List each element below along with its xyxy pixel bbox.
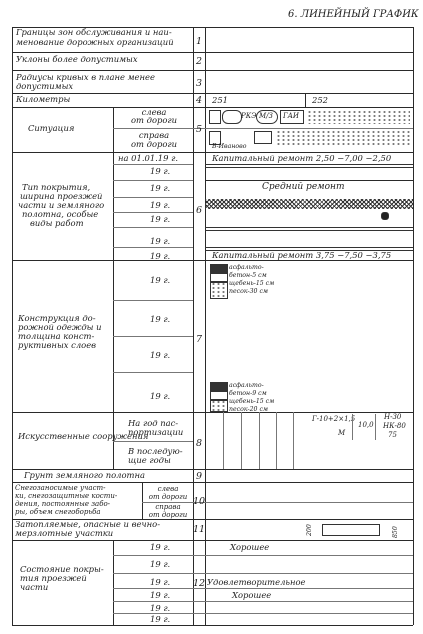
sub-sep <box>113 336 193 337</box>
sub-sep <box>113 372 193 373</box>
sub-sep <box>113 164 193 165</box>
layers2-b: бетон-9 см <box>229 390 267 397</box>
sub-sep <box>113 555 413 556</box>
year-6-4: 19 г. <box>150 214 171 224</box>
pavement-line <box>205 180 413 181</box>
col-divider-num <box>205 27 206 625</box>
struct-mark <box>375 414 376 440</box>
snow-left-b: от дороги <box>148 493 188 501</box>
row-sep <box>12 412 413 413</box>
struct-later-b: щие годы <box>128 455 171 465</box>
km-252: 252 <box>312 95 328 105</box>
year-12-3: 19 г. <box>150 577 171 587</box>
struct-col <box>293 412 294 469</box>
sign-ivanovo: В-Иваново <box>212 143 247 150</box>
struct-later-a: В последую- <box>128 446 183 456</box>
row6-l1: Тип покрытия, <box>22 182 91 192</box>
cond-good-2: Хорошее <box>232 590 272 600</box>
year-12-4: 19 г. <box>150 590 171 600</box>
row7-l4: руктивных слоев <box>18 340 97 350</box>
row6-l3: части и земляного <box>18 200 105 210</box>
row3-label-b: допустимых <box>16 81 74 91</box>
row8-num: 8 <box>195 438 203 449</box>
row-sep <box>12 52 413 53</box>
tree-symbol <box>209 110 221 124</box>
year-7-2: 19 г. <box>150 314 171 324</box>
row3-num: 3 <box>195 78 203 89</box>
row9-label: Грунт земляного полотна <box>24 470 145 480</box>
layer-sand-2 <box>210 399 228 412</box>
sub-sep <box>113 180 193 181</box>
km-tick <box>305 93 306 108</box>
row3-label-a: Радиусы кривых в плане менее <box>16 72 155 82</box>
repair-cap2: Капитальный ремонт 3,75 −7,50 −3,75 <box>212 250 392 260</box>
row11-l1: Затопляемые, опасные и вечно- <box>15 519 161 529</box>
year-7-4: 19 г. <box>150 391 171 401</box>
km-251: 251 <box>212 95 228 105</box>
snow-left-a: слева <box>157 485 179 493</box>
post-box <box>254 131 272 144</box>
sub-sep <box>113 588 413 589</box>
year-6-5: 19 г. <box>150 236 171 246</box>
row6-num: 6 <box>195 205 203 216</box>
sign-mz: М/З <box>259 112 273 120</box>
year-12-2: 19 г. <box>150 559 171 569</box>
row10-l3: дения, постоянные забо- <box>15 500 111 508</box>
flood-start: 200 <box>306 524 313 536</box>
struct-year-b: портизации <box>128 427 184 437</box>
sub-col <box>142 482 143 519</box>
row10-l2: ки, снегозащитные кости- <box>15 492 118 500</box>
bridge-len: 10,0 <box>358 421 374 429</box>
snow-right-b: от дороги <box>148 511 188 519</box>
sub-sep <box>113 212 193 213</box>
sub-sep <box>113 227 193 228</box>
sub-sep <box>113 247 193 248</box>
row7-num: 7 <box>195 334 203 345</box>
row7-l3: толщина конст- <box>18 331 95 341</box>
row11-num: 11 <box>193 524 206 535</box>
year-7-3: 19 г. <box>150 350 171 360</box>
sub-sep <box>113 441 193 442</box>
row10-num: 10 <box>193 496 206 507</box>
year-6-2: 19 г. <box>150 183 171 193</box>
sub-col <box>113 152 114 260</box>
year-6-3: 19 г. <box>150 200 171 210</box>
hatched-band <box>205 199 413 209</box>
row7-l1: Конструкция до- <box>18 313 96 323</box>
load-nk80: НК-80 <box>383 422 406 430</box>
first-year: на 01.01.19 г. <box>118 153 179 163</box>
row-sep <box>113 128 413 129</box>
col-divider-label <box>193 27 194 625</box>
pavement-line <box>205 164 413 168</box>
situation-left-a: слева <box>141 107 167 117</box>
flood-zone <box>322 524 380 536</box>
row6-l5: виды работ <box>30 218 84 228</box>
cond-good-1: Хорошее <box>230 542 270 552</box>
pavement-line <box>205 227 413 231</box>
year-6-6: 19 г. <box>150 251 171 261</box>
row-sep <box>12 482 413 483</box>
row10-l4: ры, объем снегоборьба <box>15 508 101 516</box>
row7-l2: рожной одежды и <box>18 322 102 332</box>
row12-num: 12 <box>193 578 206 589</box>
sub-sep <box>113 573 413 574</box>
situation-right-a: справа <box>138 130 170 140</box>
row-sep <box>12 107 413 108</box>
row1-num: 1 <box>195 36 203 47</box>
layers2-c: щебень-15 см <box>229 398 275 405</box>
bridge-m: М <box>338 429 346 437</box>
layers1-d: песок-30 см <box>229 288 269 295</box>
sub-sep <box>113 613 413 614</box>
row-sep <box>12 70 413 71</box>
row2-num: 2 <box>195 56 203 67</box>
row6-l2: ширина проезжей <box>20 191 103 201</box>
row1-label-a: Границы зон обслуживания и наи- <box>16 27 172 37</box>
year-7-1: 19 г. <box>150 275 171 285</box>
year-6-1: 19 г. <box>150 166 171 176</box>
row12-l2: тия проезжей <box>20 573 87 583</box>
struct-col <box>259 412 260 469</box>
forest-left <box>307 110 410 124</box>
row-sep <box>12 93 413 94</box>
load-75: 75 <box>388 431 397 439</box>
frame-bottom <box>12 625 413 626</box>
year-12-6: 19 г. <box>150 614 171 624</box>
frame-right <box>413 27 414 625</box>
row12-l1: Состояние покры- <box>20 564 104 574</box>
repair-mid: Средний ремонт <box>262 182 345 192</box>
sign-rke: РКЭ <box>241 112 257 120</box>
year-12-5: 19 г. <box>150 603 171 613</box>
sub-sep <box>113 300 193 301</box>
row12-l3: части <box>20 582 49 592</box>
repair-cap1: Капитальный ремонт 2,50 −7,00 −2,50 <box>212 153 392 163</box>
frame-left <box>12 27 13 625</box>
flood-end: 850 <box>392 526 399 538</box>
forest-right <box>276 130 410 146</box>
row5-num: 5 <box>195 124 203 135</box>
struct-year-a: На год пас- <box>128 418 179 428</box>
page-title: 6. ЛИНЕЙНЫЙ ГРАФИК <box>288 9 419 20</box>
struct-mark <box>352 414 353 440</box>
layers1-c: щебень-15 см <box>229 280 275 287</box>
row8-label: Искусственные сооружения <box>18 431 149 441</box>
year-12-1: 19 г. <box>150 542 171 552</box>
layers1-b: бетон-5 см <box>229 272 267 279</box>
struct-col <box>241 412 242 469</box>
row10-l1: Снегозаносимые участ- <box>15 484 106 492</box>
row5-label: Ситуация <box>28 123 75 133</box>
row2-label: Уклоны более допустимых <box>16 54 138 64</box>
layers2-a: асфальто- <box>229 382 264 389</box>
layer-sand-1 <box>210 281 228 299</box>
bridge-spec: Г-10+2×1,5 <box>312 415 356 423</box>
cond-satisfactory: Удовлетворительное <box>207 577 306 587</box>
row1-label-b: менование дорожных организаций <box>16 37 174 47</box>
load-n30: Н-30 <box>384 413 402 421</box>
row4-num: 4 <box>195 95 203 106</box>
layers1-a: асфальто- <box>229 264 264 271</box>
row11-l2: мерзлотные участки <box>15 528 114 538</box>
situation-right-b: от дороги <box>130 139 178 149</box>
building-symbol <box>222 110 242 124</box>
struct-col <box>223 412 224 469</box>
sub-sep <box>113 601 413 602</box>
sub-col <box>113 107 114 152</box>
row4-label: Километры <box>16 94 71 104</box>
situation-left-b: от дороги <box>130 115 178 125</box>
snow-right-a: справа <box>155 503 181 511</box>
row9-num: 9 <box>195 471 203 482</box>
layers2-d: песок-20 см <box>229 406 269 413</box>
sign-gai: ГАИ <box>283 112 300 120</box>
struct-col <box>276 412 277 469</box>
sub-sep <box>113 197 193 198</box>
row-sep <box>12 540 413 541</box>
row6-l4: полотна, особые <box>22 209 99 219</box>
point-marker <box>381 212 389 220</box>
